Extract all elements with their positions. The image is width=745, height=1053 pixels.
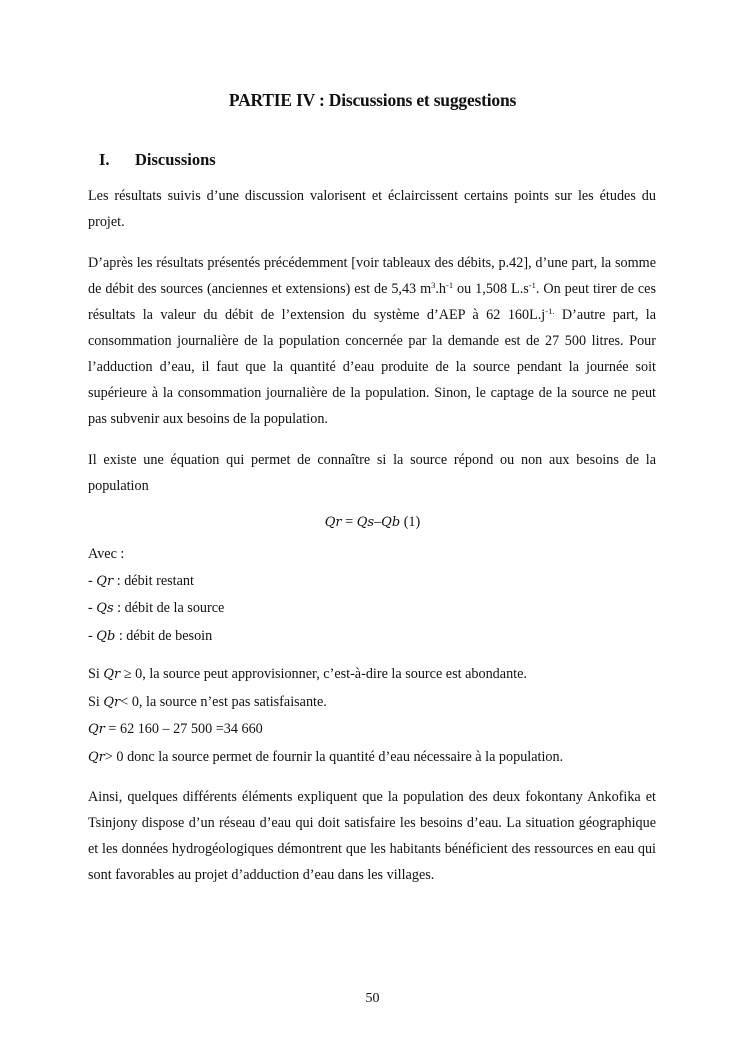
math-symbol: Qr <box>88 749 105 765</box>
condition-prefix: Si <box>88 666 104 682</box>
superscript: -1 <box>528 280 536 290</box>
definition-text: : débit de besoin <box>115 627 213 644</box>
paragraph-intro: Les résultats suivis d’une discussion valorisent et éclaircissent certains points sur les études du projet. <box>88 188 656 230</box>
definition-text: : débit de la source <box>113 600 225 616</box>
definition-line <box>88 623 688 651</box>
math-symbol: Qr <box>88 722 105 737</box>
math-symbol: Qr <box>103 694 121 710</box>
list-dash: - <box>88 627 97 644</box>
superscript: -1. <box>545 306 555 316</box>
equation-label: (1) <box>400 514 421 530</box>
list-dash: - <box>88 600 97 616</box>
superscript: -1 <box>446 280 454 290</box>
paragraph-conclusion: Ainsi, quelques différents éléments expliquent que la population des deux fokontany Ankofika et Tsinjony dispose d’un réseau d’eau qui doit satisfaire les besoins d’eau. La situation géographique et les données hydrogéologiques démontrent que les habitants bénéficient des ressources en eau qui sont favorables au projet d’adduction d’eau dans les villages. <box>88 789 656 883</box>
paragraph-results <box>88 250 656 432</box>
math-symbol: Qr <box>103 667 121 682</box>
definitions-block <box>88 541 688 650</box>
text-run: .h <box>435 281 447 297</box>
paragraph-equation-intro: Il existe une équation qui permet de connaître si la source répond ou non aux besoins de la population <box>88 452 656 494</box>
condition-prefix: Si <box>88 693 104 710</box>
definition-line <box>88 595 688 623</box>
section-heading <box>99 150 216 170</box>
equation-equals: = <box>341 514 357 530</box>
calculation-text: = 62 160 – 27 500 =34 660 <box>104 721 263 737</box>
conclusion-line <box>88 744 688 772</box>
condition-text: < 0, la source n’est pas satisfaisante. <box>120 693 327 710</box>
condition-line <box>88 689 688 717</box>
math-symbol: Qb <box>96 628 116 644</box>
equation <box>0 514 745 531</box>
math-symbol: Qb <box>381 515 401 530</box>
definition-text: : débit restant <box>113 572 194 589</box>
conclusion-text: > 0 donc la source permet de fournir la quantité d’eau nécessaire à la population. <box>104 748 564 765</box>
section-title: Discussions <box>135 150 216 169</box>
calculation-line <box>88 716 688 744</box>
condition-text: ≥ 0, la source peut approvisionner, c’est-à-dire la source est abondante. <box>120 666 527 682</box>
text-run: . On peut tirer de ces résultats la valeur du débit de l’extension du système d’AEP à 62 160L.j <box>88 281 656 323</box>
equation-minus: – <box>374 514 382 530</box>
section-number: I. <box>99 150 110 169</box>
definition-line <box>88 568 688 596</box>
page-number: 50 <box>365 991 380 1006</box>
text-run: D’après les résultats présentés précédemment [voir tableaux des débits, p.42], d’une part, la somme de débit des sources (anciennes et extensions) est de 5,43 m <box>88 255 656 297</box>
text-run: ou 1,508 L.s <box>453 281 529 297</box>
list-dash: - <box>88 572 97 589</box>
math-symbol: Qr <box>96 573 114 589</box>
conditions-block <box>88 661 688 771</box>
math-symbol: Qr <box>324 515 342 530</box>
superscript: 3 <box>431 280 436 290</box>
avec-label: Avec : <box>88 546 125 562</box>
math-symbol: Qs <box>96 601 114 616</box>
text-run: D’autre part, la consommation journalière de la population concernée par la demande est de 27 500 litres. Pour l’adduction d’eau, il faut que la quantité d’eau produite de la source pendant la journée soit supérieure à la consommation journalière de la population. Sinon, le captage de la source ne peut pas subvenir aux besoins de la population. <box>88 307 656 427</box>
condition-line <box>88 661 688 689</box>
math-symbol: Qs <box>356 515 375 530</box>
page-title: PARTIE IV : Discussions et suggestions <box>228 90 517 110</box>
